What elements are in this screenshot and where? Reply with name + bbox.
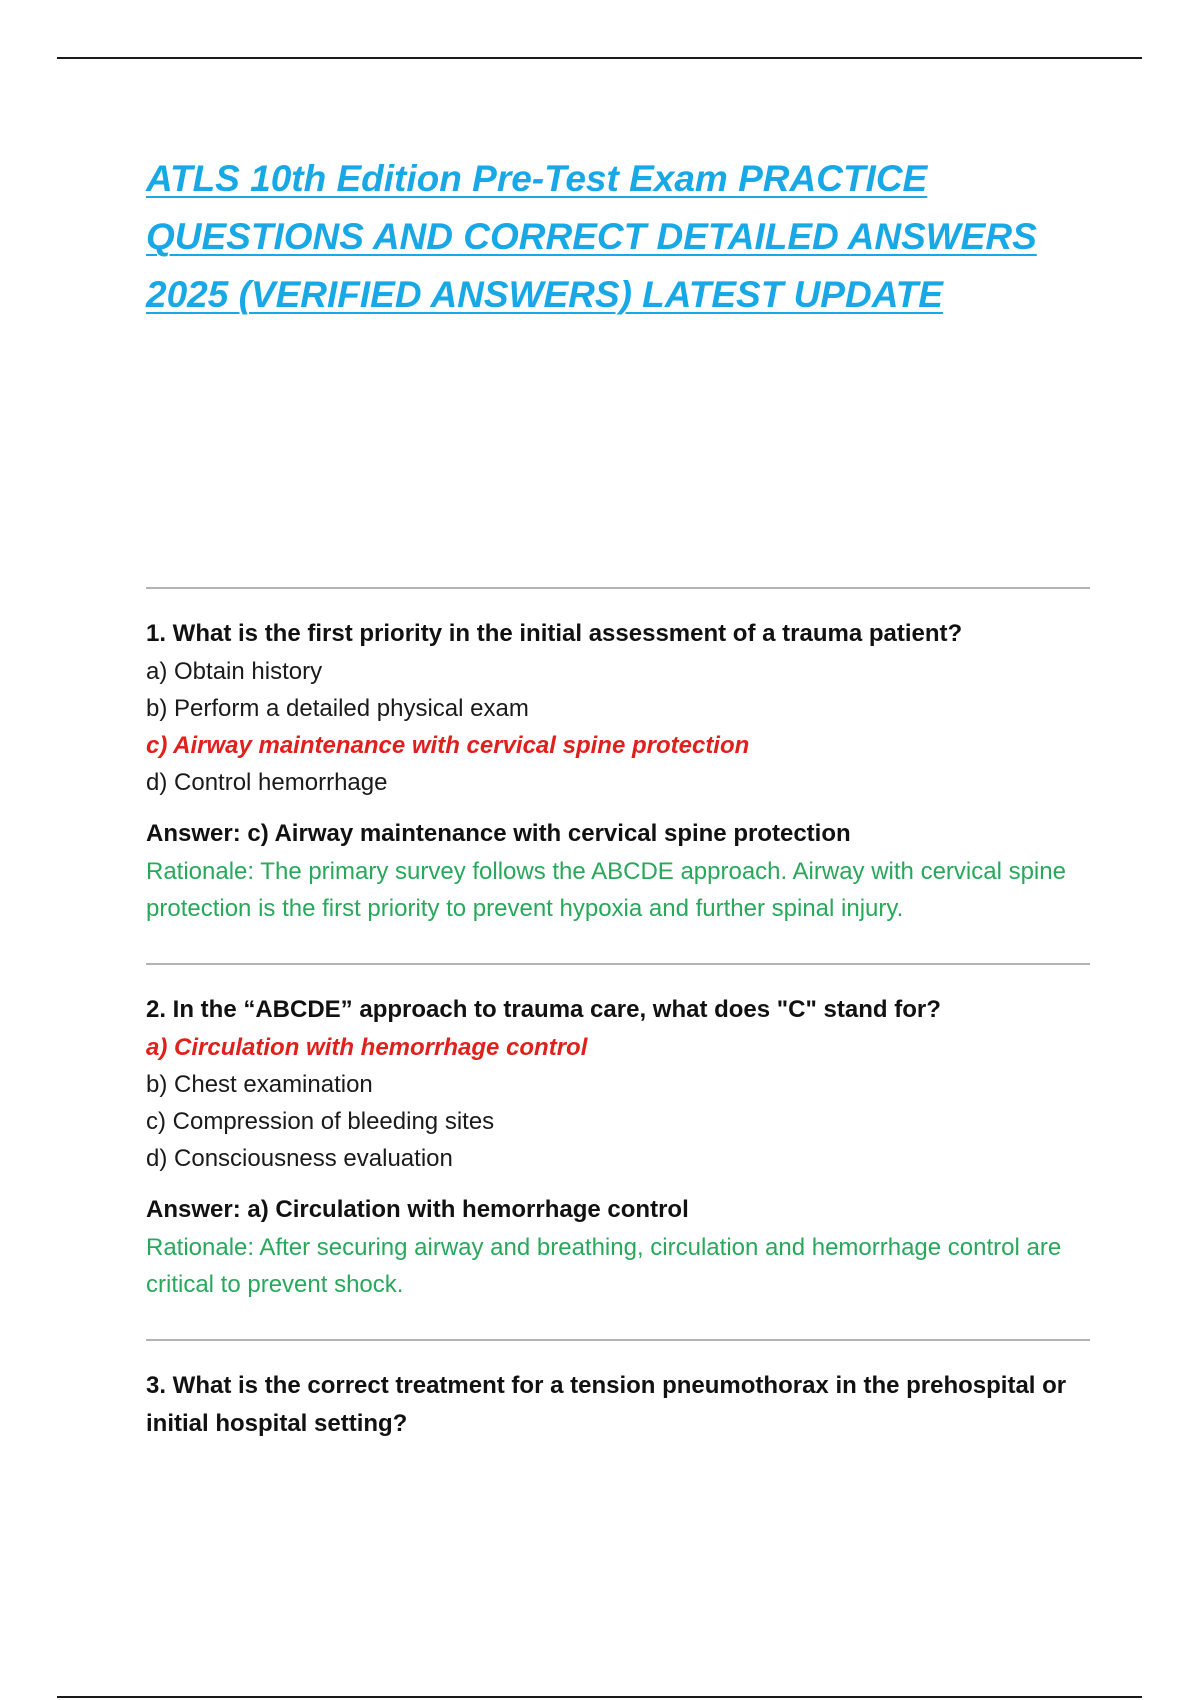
question-1 (146, 589, 1090, 965)
rationale-text: Rationale: After securing airway and breathing, circulation and hemorrhage control are critical to prevent shock. (146, 1234, 1062, 1298)
option-d: d) Control hemorrhage (146, 769, 388, 796)
question-text: 3. What is the correct treatment for a tension pneumothorax in the prehospital or initial hospital setting? (146, 1372, 1067, 1437)
question-2 (146, 965, 1090, 1341)
document-title (146, 150, 1090, 324)
option-a-correct: a) Circulation with hemorrhage control (146, 1034, 588, 1061)
title-line-2: QUESTIONS AND CORRECT DETAILED ANSWERS (146, 216, 1037, 257)
page-top-rule (57, 57, 1142, 59)
option-c-correct: c) Airway maintenance with cervical spine protection (146, 732, 750, 759)
option-a: a) Obtain history (146, 658, 323, 685)
title-line-1: ATLS 10th Edition Pre-Test Exam PRACTICE (146, 158, 928, 199)
page-bottom-rule (57, 1696, 1142, 1698)
option-c: c) Compression of bleeding sites (146, 1108, 495, 1135)
rationale-text: Rationale: The primary survey follows the ABCDE approach. Airway with cervical spine protection is the first priority to prevent hypoxia and further spinal injury. (146, 858, 1066, 922)
answer-line: Answer: a) Circulation with hemorrhage control (146, 1196, 689, 1223)
document-body (146, 150, 1090, 1479)
title-line-3: 2025 (VERIFIED ANSWERS) LATEST UPDATE (146, 274, 943, 315)
option-b: b) Perform a detailed physical exam (146, 695, 529, 722)
option-d: d) Consciousness evaluation (146, 1145, 453, 1172)
question-text: 1. What is the first priority in the initial assessment of a trauma patient? (146, 620, 963, 647)
question-3 (146, 1341, 1090, 1479)
answer-line: Answer: c) Airway maintenance with cervical spine protection (146, 820, 851, 847)
question-text: 2. In the “ABCDE” approach to trauma care, what does "C" stand for? (146, 996, 941, 1023)
option-b: b) Chest examination (146, 1071, 373, 1098)
